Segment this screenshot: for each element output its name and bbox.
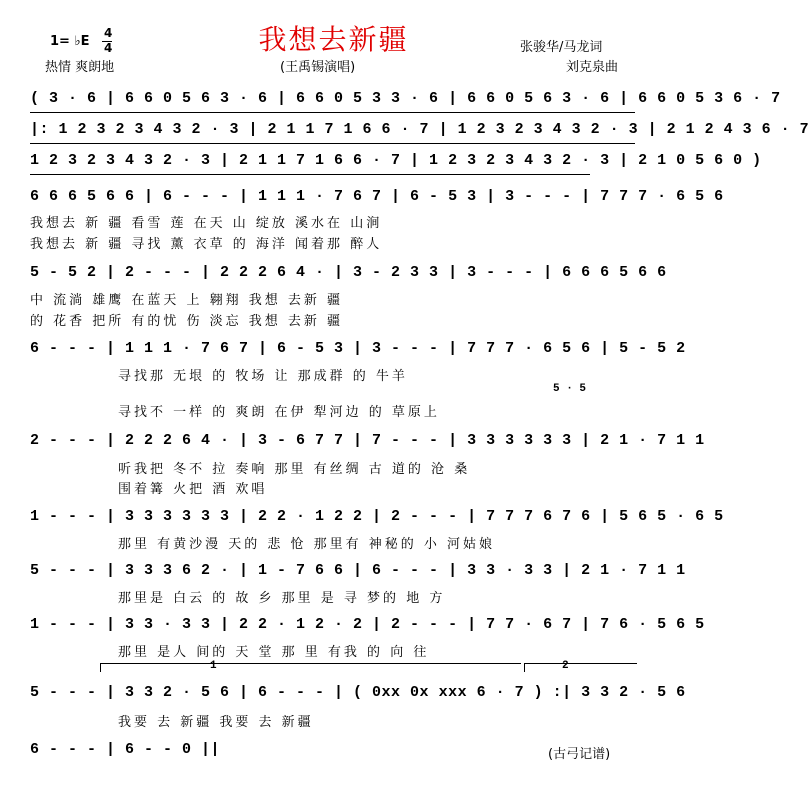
line-2-underline — [30, 143, 635, 144]
line-1-underline — [30, 112, 635, 113]
line-6-extra-notes: 5 · 5 — [553, 383, 587, 395]
second-ending-number: 2 — [562, 660, 569, 672]
tempo-mood: 热情 爽朗地 — [45, 60, 115, 75]
line-11-lyric: 我要 去 新疆 我要 去 新疆 — [118, 715, 314, 730]
score-line-10: 1 - - - | 3 3 · 3 3 | 2 2 · 1 2 · 2 | 2 - - - | 7 7 · 6 7 | 7 6 · 5 6 5 — [30, 616, 705, 633]
second-ending-bracket — [524, 663, 637, 672]
composer-credit: 刘克泉曲 — [566, 60, 619, 75]
transcriber-credit: (古弓记谱) — [548, 747, 611, 762]
score-line-12: 6 - - - | 6 - - 0 || — [30, 741, 221, 758]
line-8-lyric: 那里 有黄沙漫 天的 悲 怆 那里有 神秘的 小 河姑娘 — [118, 537, 496, 552]
singer-credit: (王禹锡演唱) — [280, 60, 356, 75]
score-line-1: ( 3 · 6 | 6 6 0 5 6 3 · 6 | 6 6 0 5 3 3 · 6 | 6 6 0 5 6 3 · 6 | 6 6 0 5 3 6 · 7 — [30, 90, 781, 107]
line-7-lyric-verse-2: 围着篝 火把 酒 欢唱 — [118, 482, 268, 497]
line-6-lyric-verse-1: 寻找那 无垠 的 牧场 让 那成群 的 牛羊 — [118, 369, 408, 384]
song-title: 我想去新疆 — [258, 23, 409, 56]
time-signature-bottom: 4 — [104, 41, 113, 55]
line-6-lyric-verse-2: 寻找不 一样 的 爽朗 在伊 犁河边 的 草原上 — [118, 405, 440, 420]
score-line-7: 2 - - - | 2 2 2 6 4 · | 3 - 6 7 7 | 7 - - - | 3 3 3 3 3 3 | 2 1 · 7 1 1 — [30, 432, 705, 449]
key-signature: 1= ♭E — [50, 34, 90, 49]
lyricist-credit: 张骏华/马龙词 — [520, 40, 603, 55]
line-10-lyric: 那里 是人 间的 天 堂 那 里 有我 的 向 往 — [118, 645, 430, 660]
line-5-lyric-verse-2: 的 花香 把所 有的忧 伤 淡忘 我想 去新 疆 — [30, 314, 344, 329]
score-line-9: 5 - - - | 3 3 3 6 2 · | 1 - 7 6 6 | 6 - - - | 3 3 · 3 3 | 2 1 · 7 1 1 — [30, 562, 686, 579]
score-line-8: 1 - - - | 3 3 3 3 3 3 | 2 2 · 1 2 2 | 2 - - - | 7 7 7 6 7 6 | 5 6 5 · 6 5 — [30, 508, 724, 525]
score-line-3: 1 2 3 2 3 4 3 2 · 3 | 2 1 1 7 1 6 6 · 7 | 1 2 3 2 3 4 3 2 · 3 | 2 1 0 5 6 0 ) — [30, 152, 762, 169]
score-line-11: 5 - - - | 3 3 2 · 5 6 | 6 - - - | ( 0xx 0x xxx 6 · 7 ) :| 3 3 2 · 5 6 — [30, 684, 686, 701]
score-line-6: 6 - - - | 1 1 1 · 7 6 7 | 6 - 5 3 | 3 - - - | 7 7 7 · 6 5 6 | 5 - 5 2 — [30, 340, 686, 357]
score-line-5: 5 - 5 2 | 2 - - - | 2 2 2 6 4 · | 3 - 2 3 3 | 3 - - - | 6 6 6 5 6 6 — [30, 264, 667, 281]
first-ending-number: 1 — [210, 660, 217, 672]
line-7-lyric-verse-1: 听我把 冬不 拉 奏响 那里 有丝绸 古 道的 沧 桑 — [118, 462, 471, 477]
line-5-lyric-verse-1: 中 流淌 雄鹰 在蓝天 上 翱翔 我想 去新 疆 — [30, 293, 344, 308]
line-3-underline — [30, 174, 590, 175]
time-signature-top: 4 — [104, 26, 113, 40]
line-4-lyric-verse-2: 我想去 新 疆 寻找 薰 衣草 的 海洋 闻着那 醉人 — [30, 237, 383, 252]
first-ending-bracket — [100, 663, 521, 672]
score-line-4: 6 6 6 5 6 6 | 6 - - - | 1 1 1 · 7 6 7 | 6 - 5 3 | 3 - - - | 7 7 7 · 6 5 6 — [30, 188, 724, 205]
line-4-lyric-verse-1: 我想去 新 疆 看雪 莲 在天 山 绽放 溪水在 山涧 — [30, 216, 383, 231]
line-9-lyric: 那里是 白云 的 故 乡 那里 是 寻 梦的 地 方 — [118, 591, 446, 606]
score-line-2: |: 1 2 3 2 3 4 3 2 · 3 | 2 1 1 7 1 6 6 · 7 | 1 2 3 2 3 4 3 2 · 3 | 2 1 2 4 3 6 · 7 — [30, 121, 809, 138]
